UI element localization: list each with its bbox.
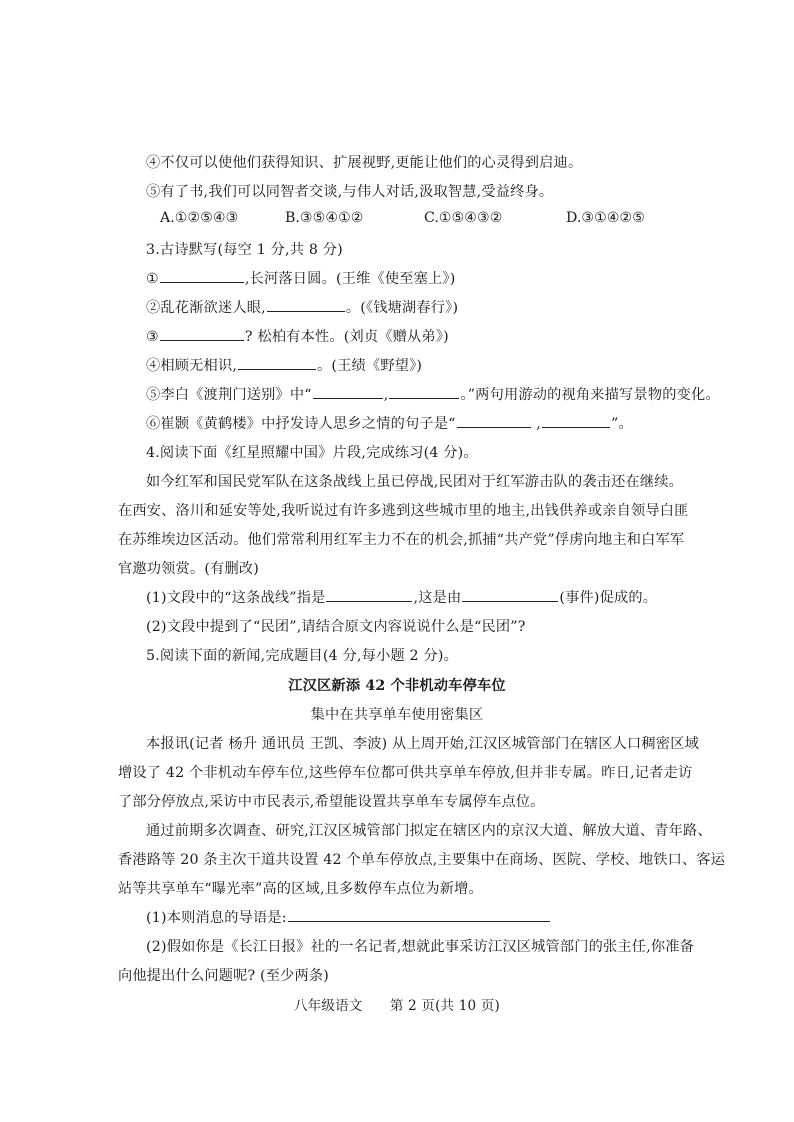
poem-item-3-suffix: ? 松柏有本性。(刘贞《赠从弟》): [244, 329, 449, 345]
poem-item-2-suffix: 。(《钱塘湖春行》): [345, 300, 459, 316]
answer-blank[interactable]: [326, 600, 412, 602]
subquestion-4-1: [146, 587, 657, 607]
choice-b: B.③⑤④①②: [285, 210, 364, 226]
passage-line: 在西安、洛川和延安等处,我听说过有许多逃到这些城市里的地主,出钱供养或亲自领导白匪: [118, 503, 689, 519]
question-5-heading: 5.阅读下面的新闻,完成题目(4 分,每小题 2 分)。: [146, 648, 458, 664]
choice-a: A.①②⑤④③: [160, 210, 239, 226]
news-subheadline: 集中在共享单车使用密集区: [310, 707, 484, 723]
answer-blank[interactable]: [288, 920, 550, 922]
answer-blank[interactable]: [457, 426, 531, 428]
passage-line: 如今红军和国民党军队在这条战线上虽已停战,民团对于红军游击队的袭击还在继续。: [146, 474, 684, 490]
news-headline: 江汉区新添 42 个非机动车停车位: [288, 678, 506, 694]
poem-item-4-prefix: ④相顾无相识,: [146, 358, 238, 374]
subquestion-4-1-mid: ,这是由: [413, 590, 462, 606]
choice-d: D.③①④②⑤: [566, 210, 645, 226]
subquestion-4-1-suffix: (事件)促成的。: [559, 590, 658, 606]
answer-blank[interactable]: [389, 397, 459, 399]
poem-item-5-prefix: ⑤李白《渡荆门送别》中“: [146, 387, 312, 403]
subquestion-5-1-prefix: (1)本则消息的导语是:: [146, 910, 287, 926]
subquestion-4-2: (2)文段中提到了“民团”,请结合原文内容说说什么是“民团”?: [146, 619, 526, 635]
poem-item-3-prefix: ③: [146, 329, 159, 345]
answer-blank[interactable]: [238, 368, 316, 370]
page-footer: 八年级语文 第 2 页(共 10 页): [294, 998, 500, 1014]
question-3-heading: 3.古诗默写(每空 1 分,共 8 分): [146, 242, 343, 258]
poem-item-5: [146, 384, 720, 404]
subquestion-4-1-prefix: (1)文段中的“这条战线”指是: [146, 590, 326, 606]
subquestion-5-2: (2)假如你是《长江日报》社的一名记者,想就此事采访江汉区城管部门的张主任,你准备: [146, 939, 695, 955]
poem-item-6-suffix: ”。: [611, 416, 633, 432]
answer-blank[interactable]: [313, 397, 383, 399]
poem-item-1: [146, 268, 455, 288]
news-line: 香港路等 20 条主次干道共设置 42 个单车停放点,主要集中在商场、医院、学校、地铁口、客运: [118, 852, 726, 868]
question-4-heading: 4.阅读下面《红星照耀中国》片段,完成练习(4 分)。: [146, 445, 478, 461]
news-line: 了部分停放点,采访中市民表示,希望能设置共享单车专属停车点位。: [118, 794, 545, 810]
poem-item-3: [146, 326, 449, 346]
passage-line: 官邀功领赏。(有删改): [118, 561, 259, 577]
passage-line: 在苏维埃边区活动。他们常常利用红军主力不在的机会,抓捕“共产党”俘虏向地主和白军军: [118, 532, 685, 548]
answer-blank[interactable]: [160, 281, 244, 283]
poem-item-6-prefix: ⑥崔颢《黄鹤楼》中抒发诗人思乡之情的句子是“: [146, 416, 456, 432]
answer-blank[interactable]: [267, 310, 345, 312]
poem-item-2: [146, 297, 458, 317]
subquestion-5-2-cont: 向他提出什么问题呢? (至少两条): [118, 968, 330, 984]
news-line: 增设了 42 个非机动车停车位,这些停车位都可供共享单车停放,但并非专属。昨日,记者走访: [118, 765, 693, 781]
news-line: 通过前期多次调查、研究,江汉区城管部门拟定在辖区内的京汉大道、解放大道、青年路、: [146, 823, 712, 839]
poem-item-1-suffix: ,长河落日圆。(王维《使至塞上》): [244, 271, 456, 287]
poem-item-6-comma: ,: [531, 416, 542, 432]
poem-item-4-suffix: 。(王绩《野望》): [317, 358, 423, 374]
choice-c: C.①⑤④③②: [424, 210, 503, 226]
option-sentence-4: ④不仅可以使他们获得知识、扩展视野,更能让他们的心灵得到启迪。: [146, 155, 583, 171]
poem-item-2-prefix: ②乱花渐欲迷人眼,: [146, 300, 266, 316]
answer-blank[interactable]: [160, 339, 244, 341]
poem-item-5-comma: ,: [383, 387, 389, 403]
subquestion-5-1: [146, 907, 551, 927]
answer-blank[interactable]: [542, 426, 610, 428]
option-sentence-5: ⑤有了书,我们可以同智者交谈,与伟人对话,汲取智慧,受益终身。: [146, 184, 554, 200]
poem-item-1-prefix: ①: [146, 271, 159, 287]
news-line: 站等共享单车“曝光率”高的区域,且多数停车点位为新增。: [118, 881, 483, 897]
poem-item-6: [146, 413, 633, 433]
poem-item-4: [146, 355, 422, 375]
answer-blank[interactable]: [462, 600, 558, 602]
poem-item-5-suffix: 。”两句用游动的视角来描写景物的变化。: [460, 387, 720, 403]
news-line: 本报讯(记者 杨升 通讯员 王凯、李波) 从上周开始,江汉区城管部门在辖区人口稠密区域: [146, 736, 699, 752]
